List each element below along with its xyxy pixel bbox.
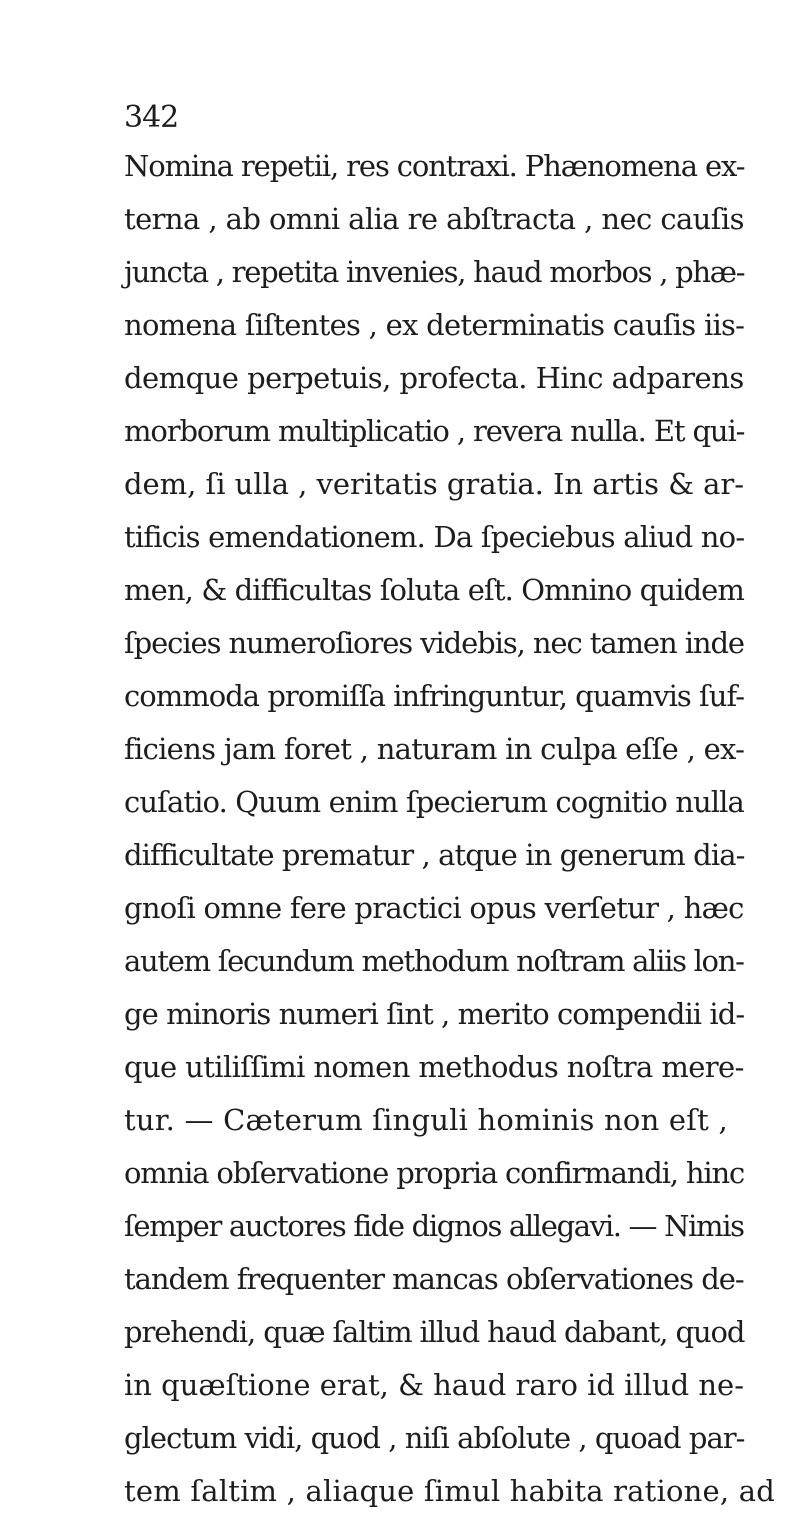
text-line: dem, ſi ulla , veritatis gratia. In artis & ar- — [124, 467, 745, 501]
text-line: Nomina repetii, res contraxi. Phænomena ex- — [124, 149, 745, 183]
text-line: glectum vidi, quod , niſi abſolute , quoad par- — [124, 1421, 745, 1455]
text-line: commoda promiſſa infringuntur, quamvis ſuf- — [124, 679, 745, 713]
text-line: omnia obſervatione propria confirmandi, hinc — [124, 1156, 745, 1190]
text-line: prehendi, quæ ſaltim illud haud dabant, quod — [124, 1315, 745, 1349]
text-line: terna , ab omni alia re abſtracta , nec cauſis — [124, 202, 744, 236]
text-line: demque perpetuis, profecta. Hinc adparens — [124, 361, 744, 395]
text-line: morborum multiplicatio , revera nulla. Et qui- — [124, 414, 745, 448]
text-line: ficiens jam foret , naturam in culpa eſſe , ex- — [124, 732, 745, 766]
text-line: nomena ſiſtentes , ex determinatis cauſis iis- — [124, 308, 745, 342]
text-line: ſemper auctores fide dignos allegavi. — Nimis — [124, 1209, 744, 1243]
text-line: difficultate prematur , atque in generum dia- — [124, 838, 745, 872]
text-line: autem ſecundum methodum noſtram aliis lon- — [124, 944, 744, 978]
body-text — [124, 140, 775, 1518]
text-line: gnoſi omne fere practici opus verſetur , hæc — [124, 891, 744, 925]
text-line: juncta , repetita invenies, haud morbos , phæ- — [124, 255, 745, 289]
text-line: tandem frequenter mancas obſervationes de- — [124, 1262, 744, 1296]
text-line: ge minoris numeri ſint , merito compendii id- — [124, 997, 745, 1031]
text-line: in quæſtione erat, & haud raro id illud ne- — [124, 1368, 744, 1402]
page-number: 342 — [124, 100, 179, 135]
text-line: tificis emendationem. Da ſpeciebus aliud no- — [124, 520, 745, 554]
text-line: cuſatio. Quum enim ſpecierum cognitio nulla — [124, 785, 744, 819]
text-line: men, & difficultas ſoluta eſt. Omnino quidem — [124, 573, 745, 607]
text-line: ſpecies numeroſiores videbis, nec tamen inde — [124, 626, 744, 660]
text-line: tur. — Cæterum ſinguli hominis non eſt , — [124, 1103, 728, 1137]
text-line: que utiliſſimi nomen methodus noſtra mere- — [124, 1050, 744, 1084]
text-line: tem ſaltim , aliaque ſimul habita ratione, ad — [124, 1474, 775, 1508]
